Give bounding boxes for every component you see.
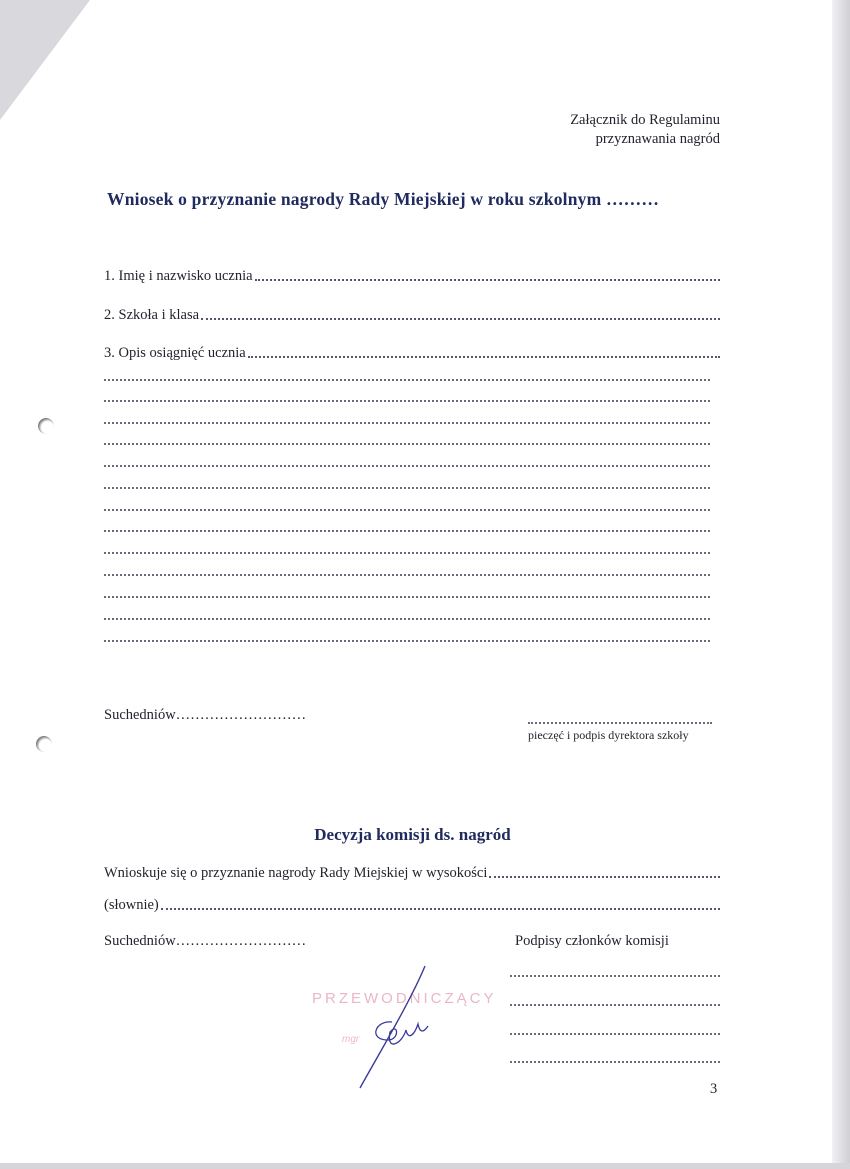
scan-edge: [832, 0, 850, 1169]
folded-corner: [0, 0, 90, 120]
fill-line: [104, 487, 710, 489]
amount-in-words-label: (słownie): [104, 897, 159, 913]
page-number: 3: [710, 1081, 718, 1097]
fill-line: [104, 574, 710, 576]
fill-line: [104, 443, 710, 445]
award-amount-field[interactable]: [104, 865, 720, 882]
fill-line: [104, 379, 710, 381]
annex-line-1: Załącznik do Regulaminu: [570, 112, 720, 128]
committee-signature-line[interactable]: [510, 975, 720, 977]
fill-line: [104, 596, 710, 598]
committee-signatures-label: Podpisy członków komisji: [515, 933, 669, 949]
amount-in-words-field[interactable]: [104, 897, 720, 914]
punch-hole-icon: [38, 418, 54, 434]
fill-line: [104, 400, 710, 402]
punch-hole-icon: [36, 736, 52, 752]
director-signature-caption: pieczęć i podpis dyrektora szkoły: [528, 728, 689, 742]
fill-line: [489, 865, 720, 878]
stamp-text: mgr: [342, 1034, 360, 1045]
award-amount-label: Wnioskuje się o przyznanie nagrody Rady Miejskiej w wysokości: [104, 865, 488, 881]
fill-line: [104, 422, 710, 424]
committee-signature-line[interactable]: [510, 1061, 720, 1063]
committee-signature-line[interactable]: [510, 1004, 720, 1006]
student-name-field[interactable]: [104, 268, 720, 285]
fill-line: [104, 552, 710, 554]
achievements-label: 3. Opis osiągnięć ucznia: [104, 345, 246, 361]
decision-place-date[interactable]: Suchedniów………………………: [104, 933, 307, 949]
handwritten-signature: [340, 962, 460, 1092]
school-class-label: 2. Szkoła i klasa: [104, 307, 200, 323]
fill-line: [248, 345, 720, 358]
achievements-field[interactable]: [104, 345, 720, 362]
fill-line: [201, 307, 720, 320]
form-place-date[interactable]: Suchedniów………………………: [104, 707, 307, 723]
fill-line: [104, 530, 710, 532]
committee-signature-line[interactable]: [510, 1033, 720, 1035]
form-title: Wniosek o przyznanie nagrody Rady Miejskiej w roku szkolnym ………: [107, 189, 660, 209]
annex-line-2: przyznawania nagród: [595, 131, 720, 147]
fill-line: [255, 268, 720, 281]
decision-heading: Decyzja komisji ds. nagród: [314, 825, 511, 844]
school-class-field[interactable]: [104, 307, 720, 324]
director-signature-line[interactable]: [528, 722, 712, 724]
fill-line: [104, 618, 710, 620]
fill-line: [104, 640, 710, 642]
fill-line: [104, 465, 710, 467]
fill-line: [161, 897, 720, 910]
stamp-text: PRZEWODNICZĄCY: [312, 990, 497, 1007]
scan-edge-bottom: [0, 1163, 850, 1169]
fill-line: [104, 509, 710, 511]
student-name-label: 1. Imię i nazwisko ucznia: [104, 268, 253, 284]
